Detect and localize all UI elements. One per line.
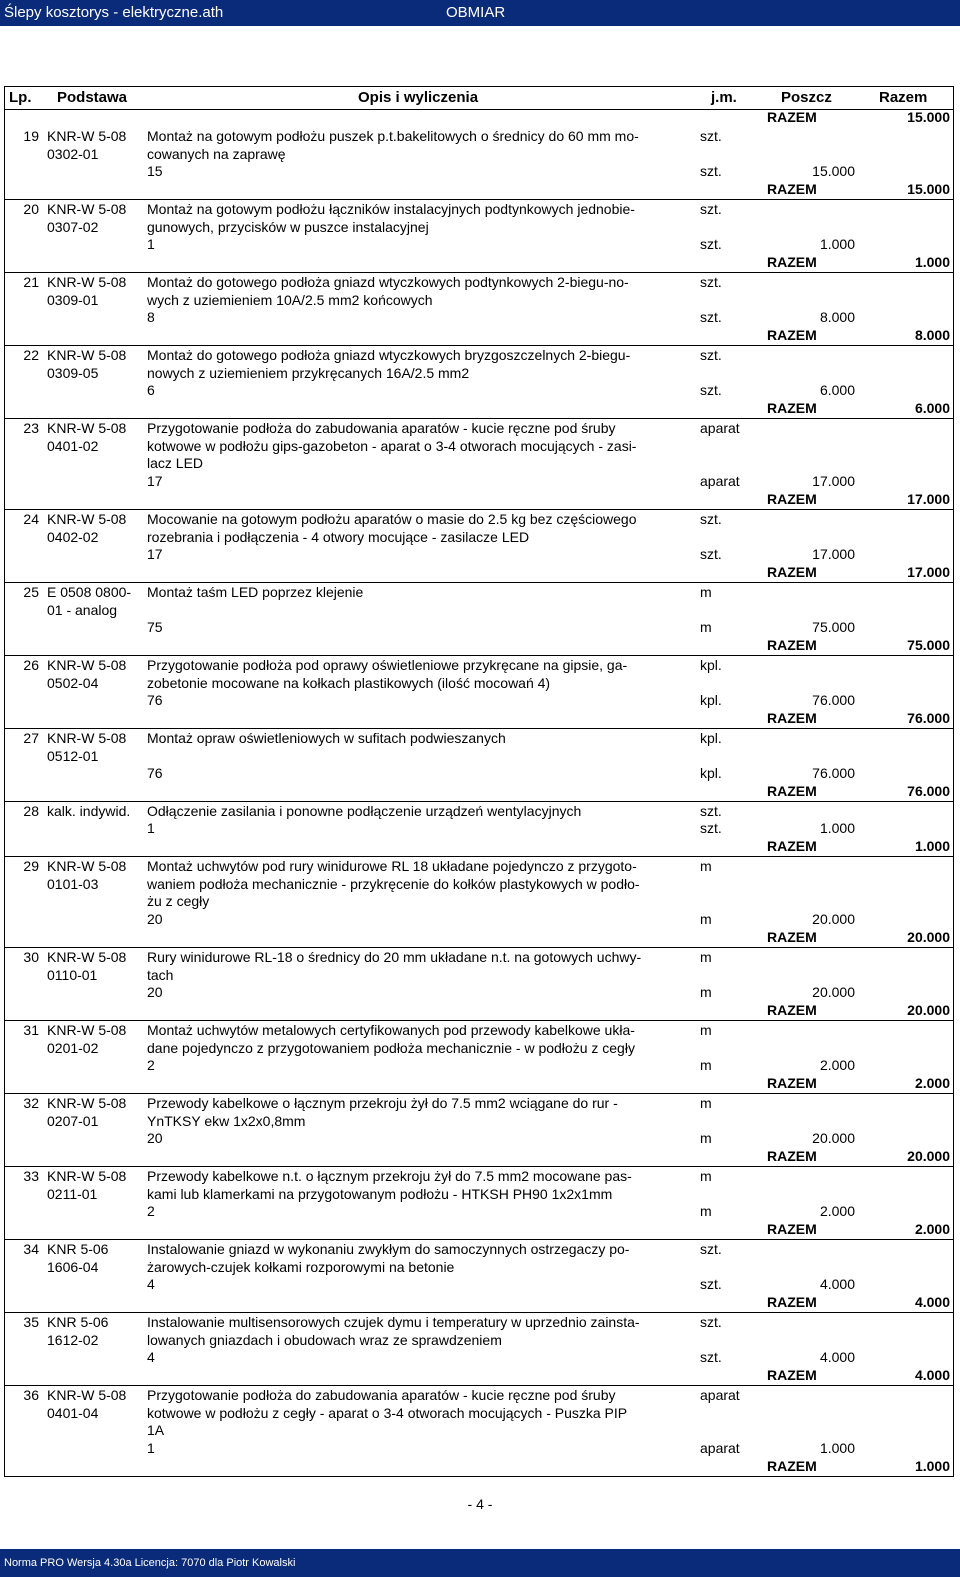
row-ilosc: 4 xyxy=(147,1349,155,1365)
row-jm: szt. xyxy=(700,511,722,527)
row-podstawa: KNR-W 5-08 xyxy=(47,1387,127,1403)
row-lp: 33 xyxy=(23,1168,39,1184)
row-poszcz: 76.000 xyxy=(812,765,855,781)
row-razem-label: RAZEM xyxy=(767,928,817,945)
row-razem-label: RAZEM xyxy=(767,1074,817,1091)
row-lp: 21 xyxy=(23,274,39,290)
row-podstawa: KNR-W 5-08 xyxy=(47,420,127,436)
row-opis: Przygotowanie podłoża do zabudowania aparatów - kucie ręczne pod śruby xyxy=(147,1387,616,1403)
row-ilosc-jm: szt. xyxy=(700,820,722,836)
row-opis: Instalowanie multisensorowych czujek dymu i temperatury w uprzednio zainsta- xyxy=(147,1314,640,1330)
row-opis: YnTKSY ekw 1x2x0,8mm xyxy=(147,1112,306,1129)
license-text: Norma PRO Wersja 4.30a Licencja: 7070 dla Piotr Kowalski xyxy=(4,1557,296,1569)
row-razem: 20.000 xyxy=(907,1147,950,1164)
row-lp: 30 xyxy=(23,949,39,965)
row-razem-label: RAZEM xyxy=(767,837,817,854)
row-podstawa: KNR-W 5-08 xyxy=(47,1095,127,1111)
row-ilosc-jm: szt. xyxy=(700,546,722,562)
row-ilosc-jm: szt. xyxy=(700,1276,722,1292)
row-jm: szt. xyxy=(700,274,722,290)
row-podstawa: KNR-W 5-08 xyxy=(47,730,127,746)
row-razem: 15.000 xyxy=(907,180,950,197)
table-row xyxy=(5,1240,953,1313)
row-razem-label: RAZEM xyxy=(767,326,817,343)
table-row xyxy=(5,1313,953,1386)
row-lp: 23 xyxy=(23,420,39,436)
row-jm: kpl. xyxy=(700,730,722,746)
row-opis: Montaż do gotowego podłoża gniazd wtyczkowych podtynkowych 2-biegu-no- xyxy=(147,274,629,290)
row-opis: cowanych na zaprawę xyxy=(147,145,286,162)
row-opis: Odłączenie zasilania i ponowne podłączenie urządzeń wentylacyjnych xyxy=(147,803,582,819)
row-lp: 24 xyxy=(23,511,39,527)
row-podstawa: 0201-02 xyxy=(47,1039,99,1056)
row-razem-label: RAZEM xyxy=(767,1220,817,1237)
row-lp: 25 xyxy=(23,584,39,600)
row-podstawa: KNR-W 5-08 xyxy=(47,511,127,527)
row-razem-label: RAZEM xyxy=(767,1366,817,1383)
table-row xyxy=(5,510,953,583)
row-razem: 20.000 xyxy=(907,928,950,945)
page-number: - 4 - xyxy=(467,1496,493,1512)
row-opis: kotwowe w podłożu gips-gazobeton - aparat o 3-4 otworach mocujących - zasi- xyxy=(147,437,637,454)
row-razem-label: RAZEM xyxy=(767,709,817,726)
row-razem: 17.000 xyxy=(907,563,950,580)
row-podstawa: 0110-01 xyxy=(47,966,98,983)
row-poszcz: 15.000 xyxy=(812,163,855,179)
row-ilosc: 6 xyxy=(147,382,155,398)
row-opis: waniem podłoża mechanicznie - przykręcenie do kołków plastykowych w podło- xyxy=(147,875,640,892)
row-lp: 26 xyxy=(23,657,39,673)
row-opis: Przygotowanie podłoża do zabudowania aparatów - kucie ręczne pod śruby xyxy=(147,420,616,436)
row-razem-label: RAZEM xyxy=(767,399,817,416)
row-podstawa: 1606-04 xyxy=(47,1258,99,1275)
row-razem-label: RAZEM xyxy=(767,1147,817,1164)
row-razem: 2.000 xyxy=(914,1074,950,1091)
row-ilosc: 2 xyxy=(147,1057,155,1073)
row-podstawa: KNR-W 5-08 xyxy=(47,858,127,874)
row-razem-label: RAZEM xyxy=(767,1293,817,1310)
razem-label: RAZEM xyxy=(767,109,817,125)
row-lp: 22 xyxy=(23,347,39,363)
window-header xyxy=(0,0,960,26)
row-ilosc: 76 xyxy=(147,692,163,708)
row-jm: szt. xyxy=(700,128,722,144)
row-razem: 76.000 xyxy=(907,709,950,726)
row-ilosc: 4 xyxy=(147,1276,155,1292)
row-opis: lowanych gniazdach i obudowach wraz ze sprawdzeniem xyxy=(147,1331,502,1348)
row-podstawa: KNR-W 5-08 xyxy=(47,949,127,965)
row-lp: 36 xyxy=(23,1387,39,1403)
row-opis: nowych z uziemieniem przykręcanych 16A/2.5 mm2 xyxy=(147,364,470,381)
table-row xyxy=(5,802,953,857)
row-razem-label: RAZEM xyxy=(767,180,817,197)
row-ilosc: 15 xyxy=(147,163,163,179)
row-opis: lacz LED xyxy=(147,455,204,471)
row-podstawa: 0309-05 xyxy=(47,364,99,381)
row-lp: 20 xyxy=(23,201,39,217)
table-row xyxy=(5,1094,953,1167)
row-poszcz: 75.000 xyxy=(812,619,855,635)
row-ilosc-jm: szt. xyxy=(700,236,722,252)
row-podstawa: 1612-02 xyxy=(47,1331,99,1348)
row-ilosc: 20 xyxy=(147,984,163,1000)
row-ilosc-jm: szt. xyxy=(700,382,722,398)
row-ilosc-jm: kpl. xyxy=(700,765,722,781)
document-title: Ślepy kosztorys - elektryczne.ath xyxy=(4,4,224,21)
row-ilosc: 8 xyxy=(147,309,155,325)
row-poszcz: 1.000 xyxy=(819,1440,855,1456)
row-opis: Instalowanie gniazd w wykonaniu zwykłym do samoczynnych ostrzegaczy po- xyxy=(147,1241,630,1257)
row-podstawa: KNR-W 5-08 xyxy=(47,1022,127,1038)
row-podstawa: 0401-04 xyxy=(47,1404,99,1421)
row-opis: Montaż uchwytów pod rury winidurowe RL 18 układane pojedynczo z przygoto- xyxy=(147,858,637,874)
row-razem: 6.000 xyxy=(914,399,950,416)
row-ilosc: 20 xyxy=(147,1130,163,1146)
row-podstawa: kalk. indywid. xyxy=(47,803,131,819)
table-row xyxy=(5,346,953,419)
row-jm: szt. xyxy=(700,1241,722,1257)
row-ilosc: 17 xyxy=(147,473,163,489)
row-ilosc-jm: m xyxy=(700,1057,712,1073)
row-razem: 1.000 xyxy=(914,253,950,270)
row-ilosc-jm: m xyxy=(700,1130,712,1146)
row-jm: m xyxy=(700,1022,712,1038)
footer-bar xyxy=(0,1549,960,1577)
row-poszcz: 17.000 xyxy=(812,546,855,562)
row-jm: m xyxy=(700,858,712,874)
table-row xyxy=(5,419,953,510)
row-jm: m xyxy=(700,949,712,965)
row-jm: m xyxy=(700,1095,712,1111)
row-podstawa: KNR 5-06 xyxy=(47,1314,109,1330)
row-ilosc: 1 xyxy=(147,820,155,836)
row-podstawa: KNR 5-06 xyxy=(47,1241,109,1257)
row-razem-label: RAZEM xyxy=(767,1457,817,1474)
row-razem: 4.000 xyxy=(914,1293,950,1310)
row-opis: wych z uziemieniem 10A/2.5 mm2 końcowych xyxy=(147,291,433,308)
row-opis: żu z cegły xyxy=(147,893,210,909)
row-podstawa: 0101-03 xyxy=(47,875,99,892)
row-razem: 8.000 xyxy=(914,326,950,343)
row-razem-label: RAZEM xyxy=(767,636,817,653)
row-jm: szt. xyxy=(700,1314,722,1330)
row-opis: zobetonie mocowane na kołkach plastikowych (ilość mocowań 4) xyxy=(147,674,551,691)
table-row xyxy=(5,1021,953,1094)
row-jm: kpl. xyxy=(700,657,722,673)
column-header xyxy=(4,86,954,110)
row-podstawa: 0211-01 xyxy=(47,1185,98,1202)
row-opis: Montaż na gotowym podłożu łączników instalacyjnych podtynkowych jednobie- xyxy=(147,201,635,217)
row-razem: 2.000 xyxy=(914,1220,950,1237)
row-opis: dane pojedynczo z przygotowaniem podłoża mechanicznie - w podłożu z cegły xyxy=(147,1039,635,1056)
row-poszcz: 1.000 xyxy=(819,236,855,252)
row-poszcz: 4.000 xyxy=(819,1276,855,1292)
col-opis: Opis i wyliczenia xyxy=(358,89,479,106)
row-poszcz: 17.000 xyxy=(812,473,855,489)
row-ilosc-jm: kpl. xyxy=(700,692,722,708)
row-poszcz: 20.000 xyxy=(812,984,855,1000)
table-row xyxy=(5,127,953,200)
table-row xyxy=(5,583,953,656)
row-podstawa: 0302-01 xyxy=(47,145,99,162)
table-row xyxy=(5,273,953,346)
row-ilosc-jm: m xyxy=(700,1203,712,1219)
row-opis: gunowych, przycisków w puszce instalacyjnej xyxy=(147,218,429,235)
row-opis: Montaż na gotowym podłożu puszek p.t.bakelitowych o średnicy do 60 mm mo- xyxy=(147,128,639,144)
col-podstawa: Podstawa xyxy=(57,89,128,106)
row-podstawa: KNR-W 5-08 xyxy=(47,128,127,144)
row-jm: aparat xyxy=(700,420,740,436)
row-poszcz: 1.000 xyxy=(819,820,855,836)
row-podstawa: 0512-01 xyxy=(47,747,99,764)
row-poszcz: 8.000 xyxy=(819,309,855,325)
row-podstawa: 0401-02 xyxy=(47,437,99,454)
row-lp: 31 xyxy=(23,1022,39,1038)
row-poszcz: 20.000 xyxy=(812,911,855,927)
row-opis: Przewody kabelkowe o łącznym przekroju żył do 7.5 mm2 wciągane do rur - xyxy=(147,1095,618,1111)
section-title: OBMIAR xyxy=(446,4,506,21)
row-podstawa: KNR-W 5-08 xyxy=(47,201,127,217)
col-poszcz: Poszcz xyxy=(781,89,832,106)
table-row xyxy=(5,1386,953,1476)
row-lp: 27 xyxy=(23,730,39,746)
table-row xyxy=(5,656,953,729)
row-razem: 76.000 xyxy=(907,782,950,799)
row-ilosc-jm: aparat xyxy=(700,1440,740,1456)
row-ilosc-jm: m xyxy=(700,911,712,927)
row-razem-label: RAZEM xyxy=(767,782,817,799)
row-ilosc-jm: szt. xyxy=(700,163,722,179)
row-razem: 1.000 xyxy=(914,1457,950,1474)
row-opis: Montaż opraw oświetleniowych w sufitach podwieszanych xyxy=(147,730,506,746)
row-podstawa: KNR-W 5-08 xyxy=(47,1168,127,1184)
row-ilosc: 1 xyxy=(147,1440,155,1456)
row-razem-label: RAZEM xyxy=(767,253,817,270)
row-lp: 35 xyxy=(23,1314,39,1330)
row-opis: Przygotowanie podłoża pod oprawy oświetleniowe przykręcane na gipsie, ga- xyxy=(147,657,628,673)
row-ilosc: 17 xyxy=(147,546,163,562)
row-poszcz: 20.000 xyxy=(812,1130,855,1146)
row-podstawa: 0402-02 xyxy=(47,528,99,545)
row-poszcz: 2.000 xyxy=(819,1057,855,1073)
row-ilosc-jm: m xyxy=(700,619,712,635)
row-jm: szt. xyxy=(700,803,722,819)
row-razem: 4.000 xyxy=(914,1366,950,1383)
row-podstawa: 0207-01 xyxy=(47,1112,99,1129)
row-ilosc-jm: m xyxy=(700,984,712,1000)
row-razem-label: RAZEM xyxy=(767,490,817,507)
row-ilosc: 2 xyxy=(147,1203,155,1219)
row-opis: Rury winidurowe RL-18 o średnicy do 20 mm układane n.t. na gotowych uchwy- xyxy=(147,949,642,965)
row-opis: Montaż taśm LED poprzez klejenie xyxy=(147,584,364,600)
row-podstawa: KNR-W 5-08 xyxy=(47,274,127,290)
row-podstawa: KNR-W 5-08 xyxy=(47,347,127,363)
row-razem: 20.000 xyxy=(907,1001,950,1018)
row-lp: 29 xyxy=(23,858,39,874)
carry-over-total xyxy=(5,109,953,127)
row-opis: Przewody kabelkowe n.t. o łącznym przekroju żył do 7.5 mm2 mocowane pas- xyxy=(147,1168,632,1184)
row-lp: 19 xyxy=(23,128,39,144)
row-razem-label: RAZEM xyxy=(767,1001,817,1018)
row-podstawa: KNR-W 5-08 xyxy=(47,657,127,673)
table-row xyxy=(5,729,953,802)
row-opis: Mocowanie na gotowym podłożu aparatów o masie do 2.5 kg bez częściowego xyxy=(147,511,637,527)
row-poszcz: 76.000 xyxy=(812,692,855,708)
row-opis: 1A xyxy=(147,1422,165,1438)
row-ilosc: 76 xyxy=(147,765,163,781)
row-jm: szt. xyxy=(700,347,722,363)
row-jm: m xyxy=(700,1168,712,1184)
row-jm: m xyxy=(700,584,712,600)
row-razem: 1.000 xyxy=(914,837,950,854)
row-podstawa: 0309-01 xyxy=(47,291,99,308)
row-ilosc: 75 xyxy=(147,619,163,635)
row-jm: szt. xyxy=(700,201,722,217)
row-podstawa: 01 - analog xyxy=(47,601,118,618)
row-opis: tach xyxy=(147,966,174,983)
measurement-table xyxy=(4,109,954,1477)
col-razem: Razem xyxy=(879,89,928,106)
row-podstawa: 0307-02 xyxy=(47,218,99,235)
row-razem: 75.000 xyxy=(907,636,950,653)
col-lp: Lp. xyxy=(9,89,32,106)
row-poszcz: 6.000 xyxy=(819,382,855,398)
row-opis: Montaż do gotowego podłoża gniazd wtyczkowych bryzgoszczelnych 2-biegu- xyxy=(147,347,631,363)
row-ilosc: 1 xyxy=(147,236,155,252)
row-jm: aparat xyxy=(700,1387,740,1403)
row-ilosc-jm: aparat xyxy=(700,473,740,489)
razem-value: 15.000 xyxy=(907,109,950,125)
table-row xyxy=(5,1167,953,1240)
row-opis: rozebrania i podłączenia - 4 otwory mocujące - zasilacze LED xyxy=(147,528,530,545)
row-opis: kami lub klamerkami na przygotowanym podłożu - HTKSH PH90 1x2x1mm xyxy=(147,1185,613,1202)
row-podstawa: E 0508 0800- xyxy=(47,584,132,600)
row-razem: 17.000 xyxy=(907,490,950,507)
row-ilosc-jm: szt. xyxy=(700,309,722,325)
table-row xyxy=(5,948,953,1021)
row-lp: 28 xyxy=(23,803,39,819)
col-jm: j.m. xyxy=(711,89,737,106)
row-opis: kotwowe w podłożu z cegły - aparat o 3-4 otworach mocujących - Puszka PIP xyxy=(147,1404,628,1421)
row-ilosc: 20 xyxy=(147,911,163,927)
row-poszcz: 4.000 xyxy=(819,1349,855,1365)
table-row xyxy=(5,200,953,273)
row-poszcz: 2.000 xyxy=(819,1203,855,1219)
row-lp: 34 xyxy=(23,1241,39,1257)
row-lp: 32 xyxy=(23,1095,39,1111)
row-opis: żarowych-czujek kołkami rozporowymi na betonie xyxy=(147,1258,455,1275)
row-razem-label: RAZEM xyxy=(767,563,817,580)
row-opis: Montaż uchwytów metalowych certyfikowanych pod przewody kabelkowe ukła- xyxy=(147,1022,635,1038)
row-podstawa: 0502-04 xyxy=(47,674,99,691)
table-row xyxy=(5,857,953,948)
row-ilosc-jm: szt. xyxy=(700,1349,722,1365)
